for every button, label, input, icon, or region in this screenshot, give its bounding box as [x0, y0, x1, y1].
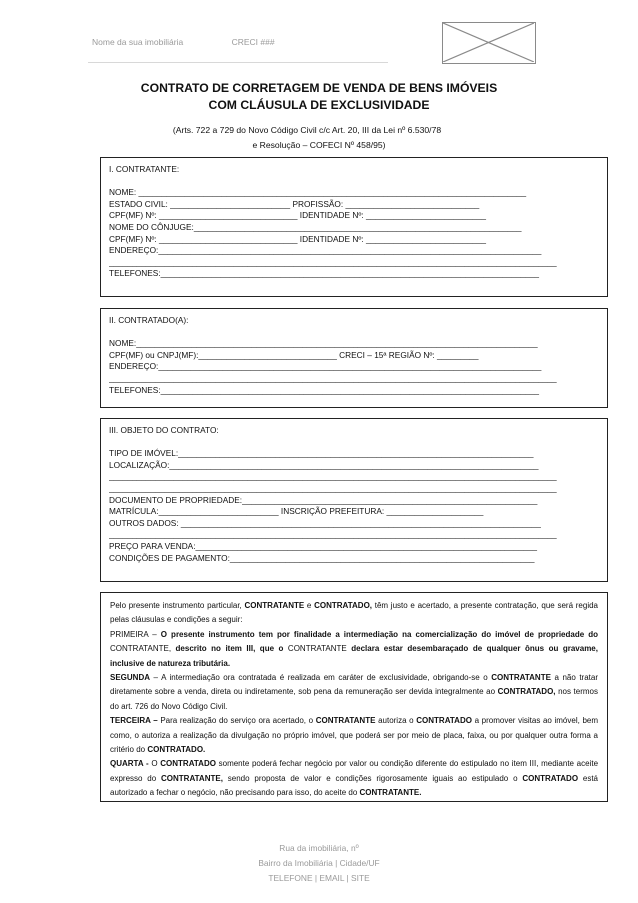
- objeto-tipo-imovel-field[interactable]: TIPO DE IMÓVEL:_____________________________________________________________________________: [109, 448, 534, 459]
- contratante-nome-field[interactable]: NOME: ____________________________________________________________________________________: [109, 187, 527, 198]
- clause-intro: Pelo presente instrumento particular, CONTRATANTE e CONTRATADO, têm justo e acertado, a presente contratação, que será regida pelas cláusulas e condições a seguir:: [110, 601, 598, 625]
- clause-primeira: PRIMEIRA – O presente instrumento tem por finalidade a intermediação na comercialização do imóvel de propriedade do CONTRATANTE, descrito no item III, que o CONTRATANTE declara estar desembaraçado de qualquer ônus ou gravame, inclusive de natureza tributária.: [110, 629, 598, 668]
- contratante-estado-civil-field[interactable]: ESTADO CIVIL: __________________________ PROFISSÃO: _____________________________: [109, 198, 480, 209]
- objeto-matricula-field[interactable]: MATRÍCULA:__________________________ INSCRIÇÃO PREFEITURA: _____________________: [109, 506, 484, 517]
- contratante-heading: I. CONTRATANTE:: [109, 164, 180, 174]
- contratante-cpf-field[interactable]: CPF(MF) Nº: ______________________________ IDENTIDADE Nº: __________________________: [109, 210, 486, 221]
- footer-contacts: TELEFONE | EMAIL | SITE: [268, 873, 370, 883]
- contract-title-line2: COM CLÁUSULA DE EXCLUSIVIDADE: [208, 98, 430, 112]
- contract-title-line1: CONTRATO DE CORRETAGEM DE VENDA DE BENS IMÓVEIS: [140, 81, 498, 95]
- objeto-outros-dados-cont-field[interactable]: _________________________________________________________________________________________________: [109, 529, 557, 540]
- contratado-endereco-cont-field[interactable]: _________________________________________________________________________________________________: [109, 372, 557, 383]
- objeto-localizacao-cont2-field[interactable]: _________________________________________________________________________________________________: [109, 482, 557, 493]
- contratante-telefones-field[interactable]: TELEFONES:__________________________________________________________________________________: [109, 268, 540, 279]
- footer-neighborhood: Bairro da Imobiliária | Cidade/UF: [258, 858, 380, 868]
- clause-segunda: SEGUNDA – A intermediação ora contratada é realizada em caráter de exclusividade, obrigando-se o CONTRATANTE a não tratar diretamente sobre a venda, direta ou indiretamente, sob pena da remuneração ser devida integralmente ao CONTRATADO, nos termos do art. 726 do Novo Código Civil.: [110, 673, 599, 711]
- contratante-section: [100, 157, 608, 297]
- contract-legal-basis-line2: e Resolução – COFECI Nº 458/95): [252, 140, 386, 150]
- clause-terceira: TERCEIRA – Para realização do serviço ora acertado, o CONTRATANTE autoriza o CONTRATADO a promover visitas ao imóvel, bem como, o autoriza a realização da divulgação no próprio imóvel, que poderá ser por meio de placa, faixa, ou por qualquer outra forma a critério do CONTRATADO.: [110, 716, 599, 755]
- agency-name: Nome da sua imobiliária: [92, 37, 184, 47]
- objeto-documento-field[interactable]: DOCUMENTO DE PROPRIEDADE:________________________________________________________________: [109, 494, 538, 505]
- contratante-endereco-cont-field[interactable]: _________________________________________________________________________________________________: [109, 256, 557, 267]
- contratante-conjuge-field[interactable]: NOME DO CÔNJUGE:_______________________________________________________________________: [109, 221, 522, 232]
- objeto-condicoes-field[interactable]: CONDIÇÕES DE PAGAMENTO:__________________________________________________________________: [109, 552, 535, 563]
- objeto-localizacao-cont-field[interactable]: _________________________________________________________________________________________________: [109, 471, 557, 482]
- clauses-section: [100, 592, 608, 802]
- contract-legal-basis-line1: (Arts. 722 a 729 do Novo Código Civil c/c Art. 20, III da Lei nº 6.530/78: [172, 125, 442, 135]
- contratado-nome-field[interactable]: NOME:_______________________________________________________________________________________: [109, 338, 538, 349]
- objeto-outros-dados-field[interactable]: OUTROS DADOS: ______________________________________________________________________________: [109, 517, 541, 528]
- footer-address: Rua da imobiliária, nº: [279, 843, 359, 853]
- header-divider: [88, 62, 388, 63]
- logo-placeholder-icon: [442, 22, 536, 64]
- contratado-endereco-field[interactable]: ENDEREÇO:___________________________________________________________________________________: [109, 361, 542, 372]
- clause-quarta: QUARTA - O CONTRATADO somente poderá fechar negócio por valor ou condição diferente do estipulado no item III, mediante aceite expresso do CONTRATANTE, sendo proposta de valor e condições rigorosamente iguais ao estipulado o CONTRATADO está autorizado a fechar o negócio, não precisando para isso, do aceite do CONTRATANTE.: [110, 759, 599, 798]
- objeto-heading: III. OBJETO DO CONTRATO:: [109, 425, 219, 435]
- objeto-localizacao-field[interactable]: LOCALIZAÇÃO:________________________________________________________________________________: [109, 459, 539, 470]
- objeto-section: [100, 418, 608, 582]
- contratante-endereco-field[interactable]: ENDEREÇO:___________________________________________________________________________________: [109, 245, 542, 256]
- contratado-cpf-cnpj-field[interactable]: CPF(MF) ou CNPJ(MF):______________________________ CRECI – 15ª REGIÃO Nº: _________: [109, 349, 479, 360]
- contratado-heading: II. CONTRATADO(A):: [109, 315, 189, 325]
- contratado-section: [100, 308, 608, 408]
- contratante-conjuge-cpf-field[interactable]: CPF(MF) Nº: ______________________________ IDENTIDADE Nº: __________________________: [109, 233, 486, 244]
- objeto-preco-field[interactable]: PREÇO PARA VENDA:__________________________________________________________________________: [109, 540, 537, 551]
- contratado-telefones-field[interactable]: TELEFONES:__________________________________________________________________________________: [109, 384, 540, 395]
- agency-header: [92, 37, 275, 47]
- agency-creci: CRECI ###: [231, 37, 275, 47]
